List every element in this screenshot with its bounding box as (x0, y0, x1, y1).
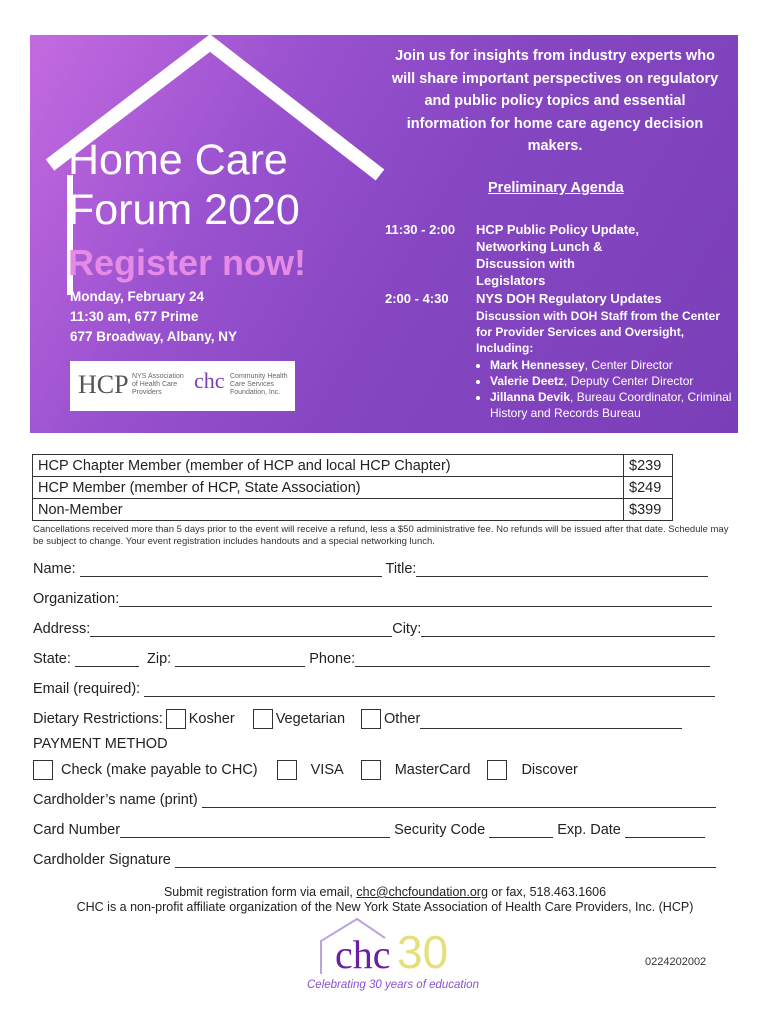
email-link[interactable]: chc@chcfoundation.org (356, 885, 488, 899)
name-field[interactable] (80, 562, 382, 577)
email-field[interactable] (144, 682, 715, 697)
zip-field[interactable] (175, 652, 305, 667)
table-row: HCP Member (member of HCP, State Association) $249 (33, 477, 673, 499)
speaker: • Valerie Deetz, Deputy Center Director (490, 373, 732, 389)
city-field[interactable] (421, 622, 715, 637)
mastercard-checkbox[interactable] (361, 760, 381, 780)
organization-field[interactable] (119, 592, 712, 607)
other-checkbox[interactable] (361, 709, 381, 729)
event-banner (30, 35, 738, 433)
visa-checkbox[interactable] (277, 760, 297, 780)
chc-logo-text: chc (335, 932, 391, 977)
table-row: HCP Chapter Member (member of HCP and local HCP Chapter) $239 (33, 455, 673, 477)
form-code: 0224202002 (645, 956, 707, 968)
logo-tagline: Celebrating 30 years of education (307, 979, 479, 991)
speaker-list (476, 357, 732, 421)
chc-logo: chc (194, 368, 225, 393)
agenda-details (476, 308, 732, 421)
intro-text: Join us for insights from industry experts who will share important perspectives on regulatory and public policy topics and essential information for home care agency decision makers. (391, 48, 719, 154)
register-now: Register now! (68, 242, 307, 283)
payment-heading: PAYMENT METHOD (33, 736, 168, 752)
hcp-name: NYS Association of Health Care Providers (132, 373, 184, 396)
name-title-row: Name: Title: (33, 561, 708, 577)
table-row: Non-Member $399 (33, 499, 673, 521)
partner-logos (70, 361, 295, 411)
kosher-checkbox[interactable] (166, 709, 186, 729)
security-code-field[interactable] (489, 823, 553, 838)
discover-checkbox[interactable] (487, 760, 507, 780)
agenda-desc: Discussion with DOH Staff from the Center for Provider Services and Oversight, Including: (476, 309, 721, 355)
cancellation-notice: Cancellations received more than 5 days prior to the event will receive a refund, less a $50 administrative fee. No refunds will be issued after that date. Schedule may be subject to change. Your event registration includes handouts and a special networking lunch. (33, 524, 729, 547)
speaker: • Jillanna Devik, Bureau Coordinator, Criminal History and Records Bureau (490, 389, 732, 421)
agenda-title: HCP Public Policy Update, Networking Lunch & Discussion with Legislators (476, 222, 640, 288)
agenda-time: 2:00 - 4:30 (385, 291, 449, 306)
agenda-title: NYS DOH Regulatory Updates (476, 291, 662, 306)
speaker: • Mark Hennessey, Center Director (490, 357, 732, 373)
phone-field[interactable] (355, 652, 710, 667)
hcp-logo: HCP (78, 370, 129, 399)
submit-info: Submit registration form via email, chc@chcfoundation.org or fax, 518.463.1606 (163, 885, 607, 899)
signature-field[interactable] (175, 853, 716, 868)
pricing-table (32, 454, 673, 521)
agenda-time: 11:30 - 2:00 (385, 222, 456, 237)
exp-date-field[interactable] (625, 823, 705, 838)
chc-name: Community Health Care Services Foundation, Inc. (230, 373, 288, 396)
chc30-logo (305, 916, 479, 994)
event-title: Home Care Forum 2020 (68, 136, 300, 234)
agenda-heading: Preliminary Agenda (488, 180, 624, 196)
title-field[interactable] (416, 562, 708, 577)
address-field[interactable] (90, 622, 392, 637)
affiliate-text: CHC is a non-profit affiliate organization of the New York State Association of Health Care Providers, Inc. (HCP) (76, 900, 694, 914)
card-number-field[interactable] (120, 823, 390, 838)
event-details: Monday, February 24 11:30 am, 677 Prime 677 Broadway, Albany, NY (70, 289, 238, 344)
other-field[interactable] (420, 714, 682, 729)
state-field[interactable] (75, 652, 139, 667)
cardholder-field[interactable] (202, 793, 716, 808)
thirty-logo-text: 30 (397, 926, 449, 978)
check-checkbox[interactable] (33, 760, 53, 780)
vegetarian-checkbox[interactable] (253, 709, 273, 729)
